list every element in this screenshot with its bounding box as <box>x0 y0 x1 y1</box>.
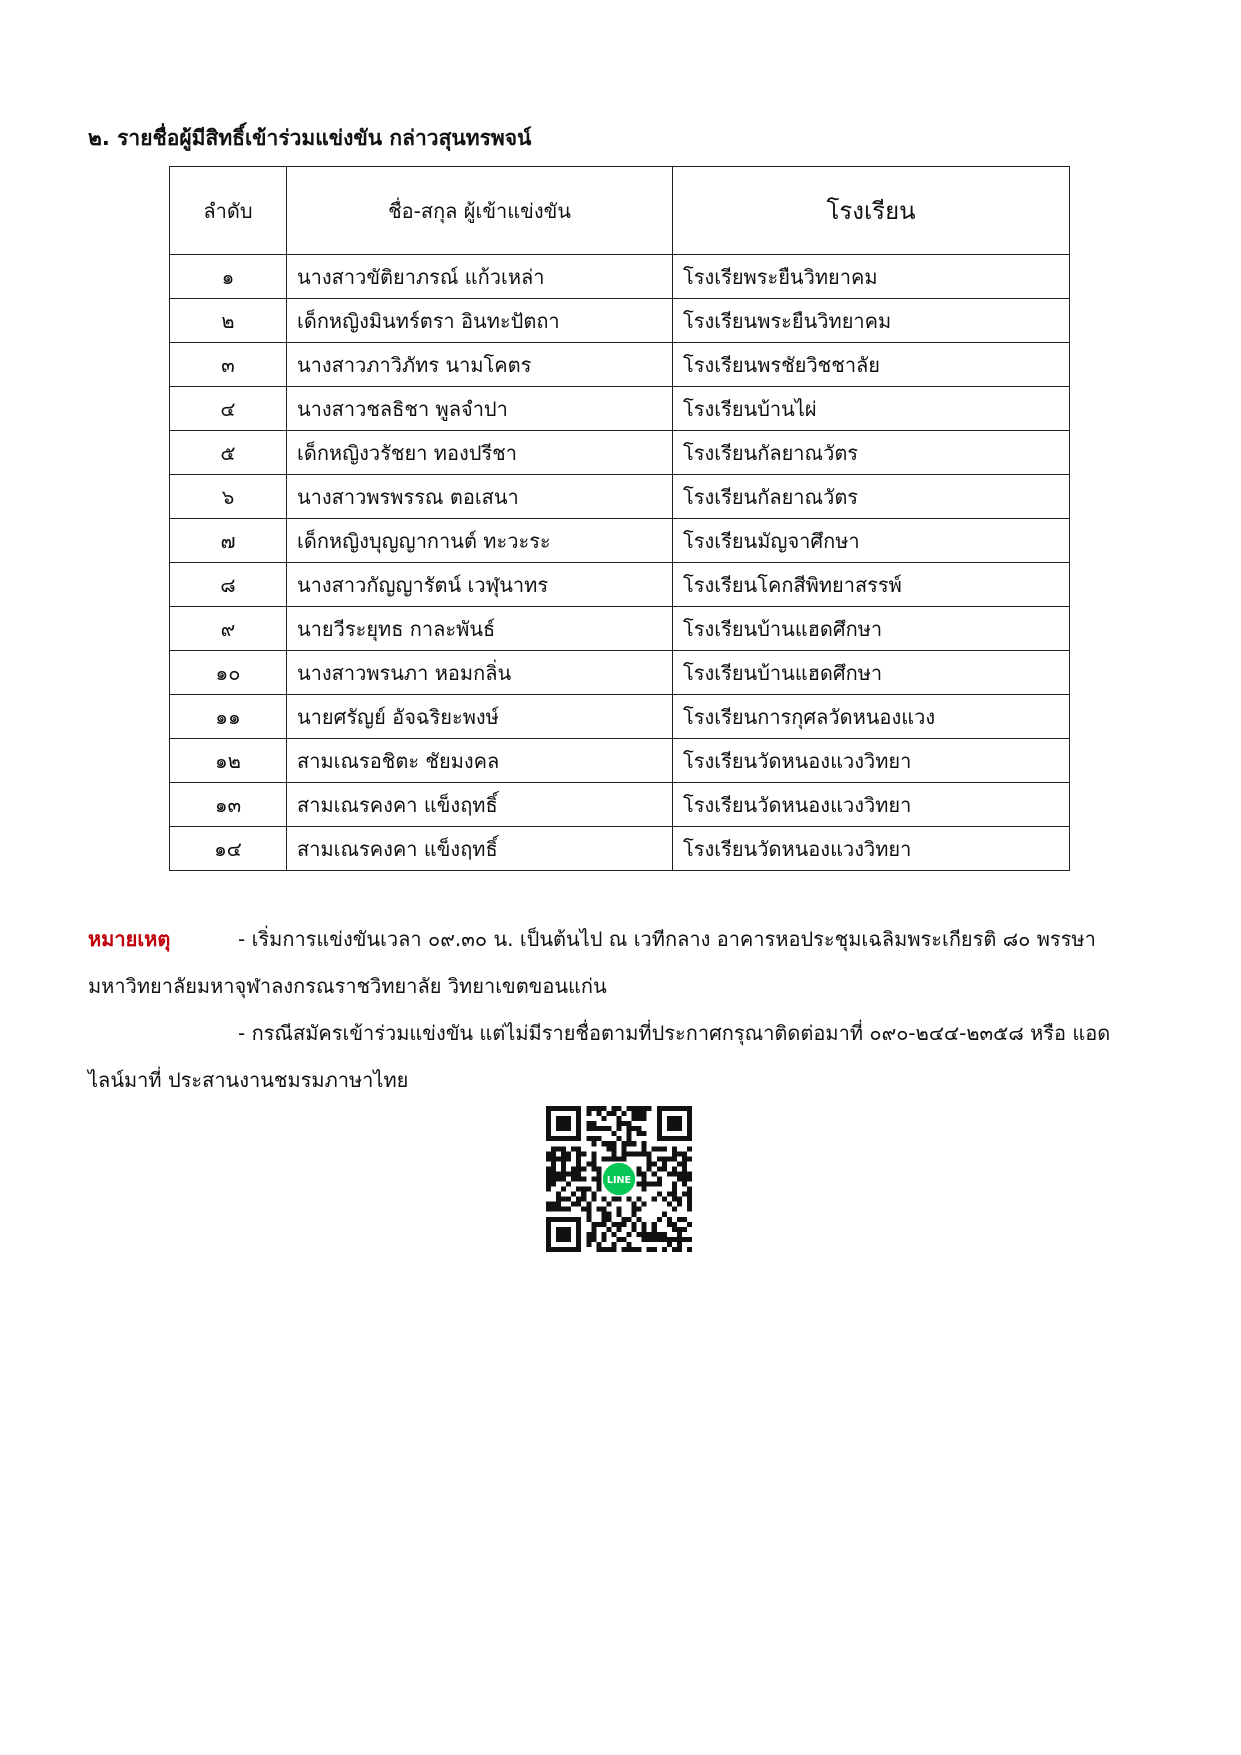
cell-contestant-name: เด็กหญิงบุญญากานต์ ทะวะระ <box>287 519 673 563</box>
cell-school: โรงเรียนพระยืนวิทยาคม <box>673 299 1070 343</box>
cell-contestant-name: นางสาวกัญญารัตน์ เวฬุนาทร <box>287 563 673 607</box>
svg-text:LINE: LINE <box>606 1175 632 1187</box>
cell-order: ๑๑ <box>170 695 287 739</box>
table-row <box>170 343 1070 387</box>
table-body <box>170 255 1070 871</box>
cell-contestant-name: นางสาวภาวิภัทร นามโคตร <box>287 343 673 387</box>
table-row <box>170 299 1070 343</box>
cell-contestant-name: เด็กหญิงวรัชยา ทองปรีชา <box>287 431 673 475</box>
table-row <box>170 651 1070 695</box>
cell-order: ๑๓ <box>170 783 287 827</box>
cell-order: ๑๒ <box>170 739 287 783</box>
cell-school: โรงเรียนมัญจาศึกษา <box>673 519 1070 563</box>
table-row <box>170 519 1070 563</box>
table-row <box>170 563 1070 607</box>
cell-order: ๔ <box>170 387 287 431</box>
table-row <box>170 695 1070 739</box>
cell-school: โรงเรียนกัลยาณวัตร <box>673 475 1070 519</box>
table-row <box>170 431 1070 475</box>
note-line-4: ไลน์มาที่ ประสานงานชมรมภาษาไทย <box>88 1068 409 1092</box>
header-school: โรงเรียน <box>673 167 1070 255</box>
cell-order: ๘ <box>170 563 287 607</box>
table-row <box>170 475 1070 519</box>
cell-order: ๙ <box>170 607 287 651</box>
cell-contestant-name: นายวีระยุทธ กาละพันธ์ <box>287 607 673 651</box>
cell-school: โรงเรียนบ้านไผ่ <box>673 387 1070 431</box>
cell-school: โรงเรียนบ้านแฮดศึกษา <box>673 651 1070 695</box>
cell-order: ๑๐ <box>170 651 287 695</box>
cell-order: ๕ <box>170 431 287 475</box>
cell-order: ๑๔ <box>170 827 287 871</box>
line-qr-code-icon <box>546 1106 692 1252</box>
cell-school: โรงเรียนบ้านแฮดศึกษา <box>673 607 1070 651</box>
cell-school: โรงเรียนการกุศลวัดหนองแวง <box>673 695 1070 739</box>
table-row <box>170 783 1070 827</box>
cell-school: โรงเรียนวัดหนองแวงวิทยา <box>673 827 1070 871</box>
cell-contestant-name: สามเณรคงคา แข็งฤทธิ์ <box>287 827 673 871</box>
table-row <box>170 387 1070 431</box>
cell-contestant-name: เด็กหญิงมินทร์ตรา อินทะปัตถา <box>287 299 673 343</box>
cell-contestant-name: สามเณรคงคา แข็งฤทธิ์ <box>287 783 673 827</box>
table-header-row <box>170 167 1070 255</box>
notes-section <box>88 916 1148 1104</box>
table-row <box>170 827 1070 871</box>
cell-contestant-name: สามเณรอชิตะ ชัยมงคล <box>287 739 673 783</box>
table-row <box>170 255 1070 299</box>
cell-school: โรงเรียนวัดหนองแวงวิทยา <box>673 739 1070 783</box>
cell-school: โรงเรียนกัลยาณวัตร <box>673 431 1070 475</box>
header-name: ชื่อ-สกุล ผู้เข้าแข่งขัน <box>287 167 673 255</box>
cell-order: ๗ <box>170 519 287 563</box>
cell-order: ๒ <box>170 299 287 343</box>
cell-order: ๑ <box>170 255 287 299</box>
cell-order: ๖ <box>170 475 287 519</box>
header-order: ลำดับ <box>170 167 287 255</box>
cell-contestant-name: นางสาวพรนภา หอมกลิ่น <box>287 651 673 695</box>
cell-school: โรงเรียพระยืนวิทยาคม <box>673 255 1070 299</box>
cell-order: ๓ <box>170 343 287 387</box>
note-line-3: - กรณีสมัครเข้าร่วมแข่งขัน แต่ไม่มีรายชื่อตามที่ประกาศกรุณาติดต่อมาที่ ๐๙๐-๒๔๔-๒๓๕๘ หรือ แอด <box>238 1021 1111 1045</box>
notes-label: หมายเหตุ <box>88 927 171 951</box>
cell-contestant-name: นางสาวพรพรรณ ตอเสนา <box>287 475 673 519</box>
note-line-1: - เริ่มการแข่งขันเวลา ๐๙.๓๐ น. เป็นต้นไป ณ เวทีกลาง อาคารหอประชุมเฉลิมพระเกียรติ ๘๐ พรรษา <box>238 927 1096 951</box>
table-row <box>170 607 1070 651</box>
cell-contestant-name: นางสาวชลธิชา พูลจำปา <box>287 387 673 431</box>
note-line-2: มหาวิทยาลัยมหาจุฬาลงกรณราชวิทยาลัย วิทยาเขตขอนแก่น <box>88 974 607 998</box>
cell-school: โรงเรียนโคกสีพิทยาสรรพ์ <box>673 563 1070 607</box>
table-row <box>170 739 1070 783</box>
cell-contestant-name: นางสาวขัติยาภรณ์ แก้วเหล่า <box>287 255 673 299</box>
contestant-table <box>169 166 1070 871</box>
cell-school: โรงเรียนวัดหนองแวงวิทยา <box>673 783 1070 827</box>
section-heading: ๒. รายชื่อผู้มีสิทธิ์เข้าร่วมแข่งขัน กล่าวสุนทรพจน์ <box>88 126 532 150</box>
cell-school: โรงเรียนพรชัยวิชชาลัย <box>673 343 1070 387</box>
cell-contestant-name: นายศรัญย์ อัจฉริยะพงษ์ <box>287 695 673 739</box>
